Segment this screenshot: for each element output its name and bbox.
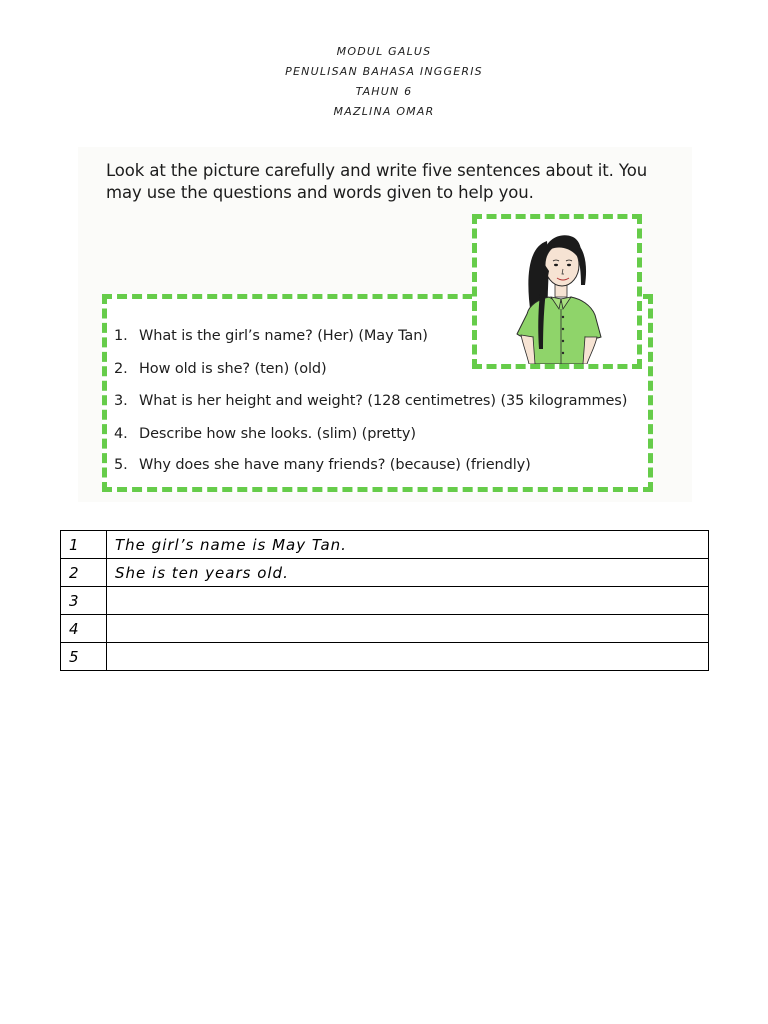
question-item	[114, 426, 416, 442]
question-number: 1.	[114, 328, 128, 344]
girl-illustration-icon	[477, 219, 637, 364]
table-row	[61, 615, 709, 643]
question-item	[114, 393, 627, 409]
answer-cell[interactable]	[107, 587, 709, 615]
question-number: 2.	[114, 361, 128, 377]
subject-title: PENULISAN BAHASA INGGERIS	[285, 65, 483, 78]
answer-cell[interactable]: The girl’s name is May Tan.	[107, 531, 709, 559]
table-row	[61, 587, 709, 615]
answer-cell[interactable]: She is ten years old.	[107, 559, 709, 587]
answer-cell[interactable]	[107, 643, 709, 671]
question-number: 4.	[114, 426, 128, 442]
question-number: 3.	[114, 393, 128, 409]
question-item	[114, 361, 327, 377]
row-number: 4	[61, 615, 107, 643]
table-row	[61, 559, 709, 587]
author-name: MAZLINA OMAR	[333, 105, 435, 118]
year-level: TAHUN 6	[355, 85, 413, 98]
picture-box	[472, 214, 642, 369]
table-row	[61, 531, 709, 559]
row-number: 1	[61, 531, 107, 559]
question-item	[114, 457, 531, 473]
instruction-line-1: Look at the picture carefully and write five sentences about it. You	[106, 161, 648, 180]
answer-cell[interactable]	[107, 615, 709, 643]
question-text: What is the girl’s name? (Her) (May Tan)	[139, 328, 428, 344]
question-text: Describe how she looks. (slim) (pretty)	[139, 426, 416, 442]
question-item	[114, 328, 428, 344]
question-number: 5.	[114, 457, 128, 473]
row-number: 2	[61, 559, 107, 587]
question-text: Why does she have many friends? (because) (friendly)	[139, 457, 531, 473]
exercise-instruction	[106, 160, 676, 204]
question-text: What is her height and weight? (128 centimetres) (35 kilogrammes)	[139, 393, 628, 409]
row-number: 5	[61, 643, 107, 671]
module-title: MODUL GALUS	[336, 45, 432, 58]
row-number: 3	[61, 587, 107, 615]
answers-table	[60, 530, 709, 671]
instruction-line-2: may use the questions and words given to help you.	[106, 183, 534, 202]
question-text: How old is she? (ten) (old)	[139, 361, 327, 377]
worksheet-header	[0, 42, 768, 122]
table-row	[61, 643, 709, 671]
